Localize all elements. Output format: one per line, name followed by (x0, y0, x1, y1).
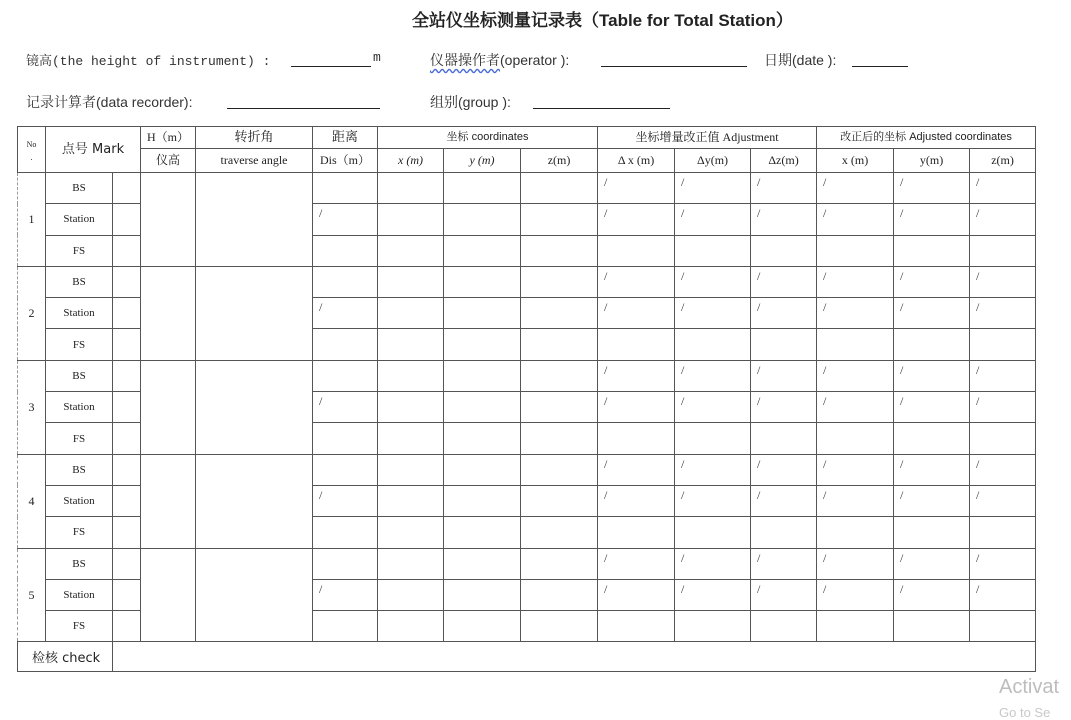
mark-cell[interactable] (113, 360, 141, 391)
adj-dz-slash: / (751, 360, 817, 391)
adjusted-z-cell[interactable] (970, 517, 1036, 548)
point-role: Station (46, 485, 113, 516)
adjusted-y-slash: / (894, 579, 970, 610)
header-dx: Δ x (m) (598, 149, 675, 173)
adjusted-z-slash: / (970, 360, 1036, 391)
instrument-height-label: 镜高(the height of instrument) : (26, 54, 271, 69)
adj-dy-slash: / (675, 548, 751, 579)
coord-z-cell[interactable] (521, 392, 598, 423)
coord-y-cell[interactable] (444, 173, 521, 204)
adj-dx-slash: / (598, 392, 675, 423)
point-role: BS (46, 548, 113, 579)
group-label: 组别(group ): (430, 94, 511, 110)
adjusted-x-cell[interactable] (817, 517, 894, 548)
coord-x-cell[interactable] (378, 298, 444, 329)
mark-cell[interactable] (113, 517, 141, 548)
mark-cell[interactable] (113, 485, 141, 516)
adj-dx-slash: / (598, 266, 675, 297)
operator-cn: 仪器操作者 (430, 52, 500, 68)
coord-y-cell[interactable] (444, 392, 521, 423)
distance-cell[interactable] (313, 360, 378, 391)
coord-x-cell[interactable] (378, 611, 444, 642)
distance-slash: / (313, 204, 378, 235)
adjusted-z-slash: / (970, 454, 1036, 485)
adj-dy-slash: / (675, 298, 751, 329)
distance-cell[interactable] (313, 548, 378, 579)
table-row (18, 173, 1036, 204)
adjusted-x-cell[interactable] (817, 611, 894, 642)
adj-dy-cell[interactable] (675, 611, 751, 642)
mark-cell[interactable] (113, 266, 141, 297)
instrument-height-cell[interactable] (141, 173, 196, 267)
activation-watermark: Activat (999, 676, 1060, 698)
adj-dz-slash: / (751, 204, 817, 235)
coord-x-cell[interactable] (378, 517, 444, 548)
distance-slash: / (313, 392, 378, 423)
adj-dx-cell[interactable] (598, 611, 675, 642)
adj-dx-slash: / (598, 204, 675, 235)
mark-cell[interactable] (113, 298, 141, 329)
distance-slash: / (313, 298, 378, 329)
coord-z-cell[interactable] (521, 517, 598, 548)
adjusted-z-cell[interactable] (970, 329, 1036, 360)
point-role: FS (46, 235, 113, 266)
point-role: Station (46, 204, 113, 235)
adj-dy-slash: / (675, 173, 751, 204)
adjusted-x-slash: / (817, 579, 894, 610)
adj-dz-slash: / (751, 173, 817, 204)
point-role: BS (46, 360, 113, 391)
coord-y-cell[interactable] (444, 204, 521, 235)
coord-y-cell[interactable] (444, 611, 521, 642)
traverse-angle-cell[interactable] (196, 173, 313, 267)
adjusted-x-slash: / (817, 454, 894, 485)
point-role: Station (46, 579, 113, 610)
header-mark: 点号 Mark (46, 127, 141, 173)
mark-cell[interactable] (113, 173, 141, 204)
adj-dx-cell[interactable] (598, 423, 675, 454)
adj-dz-slash: / (751, 485, 817, 516)
coord-z-cell[interactable] (521, 454, 598, 485)
distance-cell[interactable] (313, 173, 378, 204)
check-label: 检核 check (18, 642, 113, 672)
adj-dx-slash: / (598, 360, 675, 391)
adjusted-y-slash: / (894, 548, 970, 579)
header-z: z(m) (521, 149, 598, 173)
group-input[interactable] (533, 108, 670, 109)
coord-z-cell[interactable] (521, 329, 598, 360)
coord-x-cell[interactable] (378, 423, 444, 454)
coord-x-cell[interactable] (378, 579, 444, 610)
adjusted-y-slash: / (894, 454, 970, 485)
recorder-label: 记录计算者(data recorder): (26, 94, 193, 110)
point-role: BS (46, 266, 113, 297)
adjusted-z-slash: / (970, 298, 1036, 329)
activation-watermark-sub: Go to Se (999, 705, 1051, 720)
header-ax: x (m) (817, 149, 894, 173)
adjusted-x-slash: / (817, 548, 894, 579)
adj-dx-slash: / (598, 485, 675, 516)
operator-en: (operator ): (500, 52, 570, 68)
adjusted-y-slash: / (894, 298, 970, 329)
coord-y-cell[interactable] (444, 298, 521, 329)
adj-dy-cell[interactable] (675, 329, 751, 360)
adj-dy-slash: / (675, 360, 751, 391)
adj-dy-cell[interactable] (675, 235, 751, 266)
adjusted-z-slash: / (970, 204, 1036, 235)
table-row (18, 454, 1036, 485)
coord-x-cell[interactable] (378, 173, 444, 204)
adjusted-x-slash: / (817, 360, 894, 391)
traverse-angle-cell[interactable] (196, 548, 313, 642)
traverse-angle-cell[interactable] (196, 266, 313, 360)
adjusted-x-slash: / (817, 266, 894, 297)
adjusted-y-slash: / (894, 266, 970, 297)
adj-dy-cell[interactable] (675, 423, 751, 454)
table-row (18, 548, 1036, 579)
coord-z-cell[interactable] (521, 548, 598, 579)
adj-dz-slash: / (751, 266, 817, 297)
adj-dx-slash: / (598, 454, 675, 485)
table-body (18, 173, 1036, 642)
adj-dz-slash: / (751, 298, 817, 329)
point-role: BS (46, 454, 113, 485)
distance-cell[interactable] (313, 329, 378, 360)
coord-z-cell[interactable] (521, 266, 598, 297)
date-input[interactable] (852, 66, 908, 67)
recorder-input[interactable] (227, 108, 380, 109)
station-number: 4 (18, 454, 46, 548)
adjusted-x-slash: / (817, 392, 894, 423)
adj-dx-slash: / (598, 579, 675, 610)
adj-dz-cell[interactable] (751, 517, 817, 548)
coord-x-cell[interactable] (378, 454, 444, 485)
coord-y-cell[interactable] (444, 548, 521, 579)
adj-dz-slash: / (751, 579, 817, 610)
adj-dx-slash: / (598, 173, 675, 204)
date-label: 日期(date ): (764, 52, 837, 68)
coord-z-cell[interactable] (521, 204, 598, 235)
adj-dy-slash: / (675, 392, 751, 423)
check-cell[interactable] (113, 642, 1036, 672)
point-role: BS (46, 173, 113, 204)
adjusted-y-slash: / (894, 173, 970, 204)
station-number: 5 (18, 548, 46, 642)
traverse-angle-cell[interactable] (196, 360, 313, 454)
survey-table (17, 126, 1036, 672)
header-angle-cn: 转折角 (196, 127, 313, 149)
distance-cell[interactable] (313, 454, 378, 485)
distance-cell[interactable] (313, 517, 378, 548)
mark-cell[interactable] (113, 235, 141, 266)
mark-cell[interactable] (113, 392, 141, 423)
adj-dy-slash: / (675, 485, 751, 516)
point-role: FS (46, 517, 113, 548)
coord-y-cell[interactable] (444, 329, 521, 360)
point-role: FS (46, 611, 113, 642)
mark-cell[interactable] (113, 329, 141, 360)
mark-cell[interactable] (113, 204, 141, 235)
coord-z-cell[interactable] (521, 298, 598, 329)
coord-y-cell[interactable] (444, 579, 521, 610)
header-ay: y(m) (894, 149, 970, 173)
adjusted-y-cell[interactable] (894, 235, 970, 266)
header-dy: Δy(m) (675, 149, 751, 173)
adj-dx-cell[interactable] (598, 517, 675, 548)
header-dis-cn: 距离 (313, 127, 378, 149)
adjusted-y-cell[interactable] (894, 329, 970, 360)
adj-dz-cell[interactable] (751, 611, 817, 642)
mark-cell[interactable] (113, 454, 141, 485)
adj-dx-slash: / (598, 548, 675, 579)
adj-dz-slash: / (751, 454, 817, 485)
station-number: 3 (18, 360, 46, 454)
distance-cell[interactable] (313, 266, 378, 297)
coord-y-cell[interactable] (444, 454, 521, 485)
adjusted-z-cell[interactable] (970, 235, 1036, 266)
coord-z-cell[interactable] (521, 173, 598, 204)
adj-dy-cell[interactable] (675, 517, 751, 548)
header-x: x (m) (378, 149, 444, 173)
header-dz: Δz(m) (751, 149, 817, 173)
operator-input[interactable] (601, 66, 747, 67)
point-role: FS (46, 423, 113, 454)
instrument-height-cell[interactable] (141, 548, 196, 642)
instrument-height-cell[interactable] (141, 454, 196, 548)
adjusted-z-cell[interactable] (970, 423, 1036, 454)
adj-dy-slash: / (675, 204, 751, 235)
adjusted-z-cell[interactable] (970, 611, 1036, 642)
adjusted-x-cell[interactable] (817, 423, 894, 454)
adjusted-x-cell[interactable] (817, 329, 894, 360)
adj-dz-slash: / (751, 548, 817, 579)
coord-z-cell[interactable] (521, 611, 598, 642)
adjusted-y-slash: / (894, 392, 970, 423)
adjusted-x-slash: / (817, 298, 894, 329)
header-y: y (m) (444, 149, 521, 173)
adj-dz-cell[interactable] (751, 329, 817, 360)
adj-dy-slash: / (675, 454, 751, 485)
adj-dx-cell[interactable] (598, 329, 675, 360)
adj-dx-cell[interactable] (598, 235, 675, 266)
coord-z-cell[interactable] (521, 423, 598, 454)
point-role: Station (46, 298, 113, 329)
header-h-m: H（m） (141, 127, 196, 149)
distance-slash: / (313, 579, 378, 610)
adjusted-y-slash: / (894, 360, 970, 391)
distance-slash: / (313, 485, 378, 516)
page-title: 全站仪坐标测量记录表（Table for Total Station） (412, 11, 793, 30)
distance-cell[interactable] (313, 235, 378, 266)
coord-y-cell[interactable] (444, 423, 521, 454)
instrument-height-unit: m (373, 50, 381, 65)
point-role: Station (46, 392, 113, 423)
table-row (18, 360, 1036, 391)
adj-dz-cell[interactable] (751, 235, 817, 266)
coord-x-cell[interactable] (378, 392, 444, 423)
header-adjusted-coordinates: 改正后的坐标 Adjusted coordinates (817, 127, 1036, 149)
adjusted-x-cell[interactable] (817, 235, 894, 266)
coord-z-cell[interactable] (521, 235, 598, 266)
adjusted-y-cell[interactable] (894, 423, 970, 454)
instrument-height-cell[interactable] (141, 266, 196, 360)
mark-cell[interactable] (113, 423, 141, 454)
coord-y-cell[interactable] (444, 266, 521, 297)
header-adjustment: 坐标增量改正值 Adjustment (598, 127, 817, 149)
adjusted-y-cell[interactable] (894, 517, 970, 548)
coord-x-cell[interactable] (378, 485, 444, 516)
point-role: FS (46, 329, 113, 360)
adjusted-y-slash: / (894, 204, 970, 235)
adjusted-y-slash: / (894, 485, 970, 516)
coord-z-cell[interactable] (521, 485, 598, 516)
table-row (18, 266, 1036, 297)
adjusted-z-slash: / (970, 266, 1036, 297)
coord-x-cell[interactable] (378, 266, 444, 297)
station-number: 1 (18, 173, 46, 267)
coord-x-cell[interactable] (378, 329, 444, 360)
coord-z-cell[interactable] (521, 360, 598, 391)
adjusted-x-slash: / (817, 173, 894, 204)
instrument-height-input[interactable] (291, 66, 371, 67)
header-az: z(m) (970, 149, 1036, 173)
adjusted-x-slash: / (817, 204, 894, 235)
adj-dy-slash: / (675, 579, 751, 610)
mark-cell[interactable] (113, 579, 141, 610)
adj-dy-slash: / (675, 266, 751, 297)
adjusted-z-slash: / (970, 173, 1036, 204)
operator-label (430, 50, 569, 70)
mark-cell[interactable] (113, 611, 141, 642)
adjusted-z-slash: / (970, 485, 1036, 516)
traverse-angle-cell[interactable] (196, 454, 313, 548)
coord-x-cell[interactable] (378, 204, 444, 235)
adjusted-y-cell[interactable] (894, 611, 970, 642)
coord-y-cell[interactable] (444, 360, 521, 391)
instrument-height-cell[interactable] (141, 360, 196, 454)
header-h-cn: 仪高 (141, 149, 196, 173)
distance-cell[interactable] (313, 611, 378, 642)
coord-x-cell[interactable] (378, 548, 444, 579)
coord-x-cell[interactable] (378, 235, 444, 266)
coord-y-cell[interactable] (444, 235, 521, 266)
header-dis-en: Dis（m） (313, 149, 378, 173)
adjusted-z-slash: / (970, 548, 1036, 579)
adj-dx-slash: / (598, 298, 675, 329)
adjusted-x-slash: / (817, 485, 894, 516)
coord-y-cell[interactable] (444, 485, 521, 516)
distance-cell[interactable] (313, 423, 378, 454)
adjusted-z-slash: / (970, 392, 1036, 423)
coord-y-cell[interactable] (444, 517, 521, 548)
adj-dz-slash: / (751, 392, 817, 423)
adjusted-z-slash: / (970, 579, 1036, 610)
mark-cell[interactable] (113, 548, 141, 579)
header-no: No . (18, 127, 46, 173)
coord-z-cell[interactable] (521, 579, 598, 610)
station-number: 2 (18, 266, 46, 360)
coord-x-cell[interactable] (378, 360, 444, 391)
header-coordinates: 坐标 coordinates (378, 127, 598, 149)
adj-dz-cell[interactable] (751, 423, 817, 454)
header-angle-en: traverse angle (196, 149, 313, 173)
